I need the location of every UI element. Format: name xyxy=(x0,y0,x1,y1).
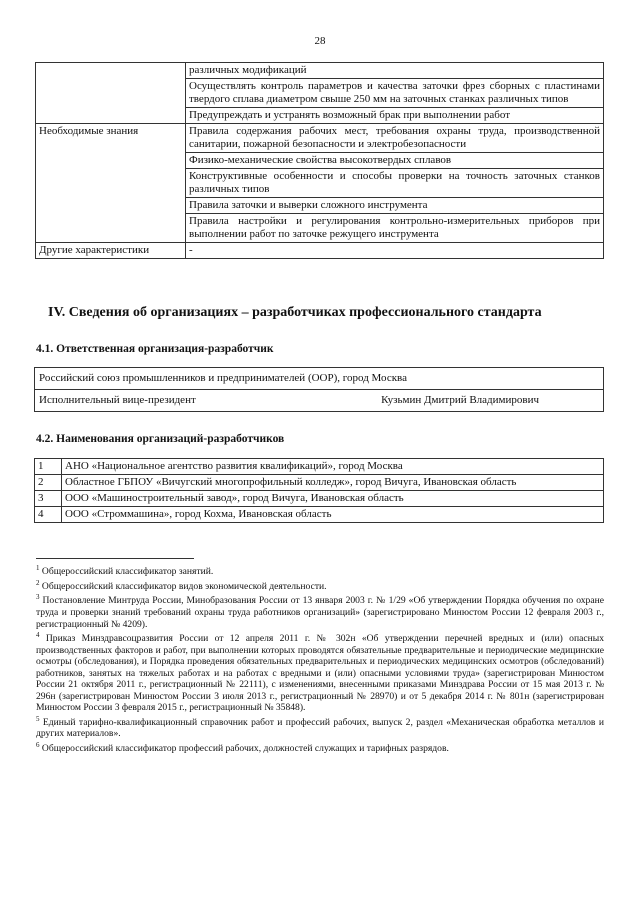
developer-name: ООО «Машиностроительный завод», город Вичуга, Ивановская область xyxy=(62,491,604,507)
developer-name: Областное ГБПОУ «Вичугский многопрофильный колледж», город Вичуга, Ивановская область xyxy=(62,475,604,491)
footnote-divider xyxy=(36,558,194,559)
table-cell: Конструктивные особенности и способы проверки на точность заточных станков различных типов xyxy=(186,169,604,198)
footnote-text: Общероссийский классификатор видов экономической деятельности. xyxy=(41,580,327,592)
table-row xyxy=(35,491,604,507)
table-cell: Осуществлять контроль параметров и качества заточки фрез сборных с пластинами твердого сплава диаметром свыше 250 мм на заточных станках различных типов xyxy=(186,79,604,108)
footnote-mark: 3 xyxy=(36,593,40,602)
footnote-text: Постановление Минтруда России, Минобразования России от 13 января 2003 г. № 1/29 «Об утверждении Порядка обучения по охране труда и проверки знаний требований охраны труда работников организаций» (зарегистрировано Минюстом России 12 февраля 2003 г., регистрационный № 4209). xyxy=(36,595,605,630)
table-row xyxy=(36,243,604,259)
footnote xyxy=(36,592,604,630)
footnote-mark: 2 xyxy=(36,578,40,587)
requirements-table xyxy=(35,62,604,259)
section-title: IV. Сведения об организациях – разработчиках профессионального стандарта xyxy=(48,305,542,320)
table-cell: Правила настройки и регулирования контрольно-измерительных приборов при выполнении работ по заточке режущего инструмента xyxy=(186,214,604,243)
footnote xyxy=(36,563,604,578)
footnote xyxy=(36,740,604,755)
page-number: 28 xyxy=(314,35,326,47)
table-row xyxy=(35,390,604,412)
developers-table xyxy=(34,458,604,523)
row-number: 3 xyxy=(35,491,62,507)
row-number: 2 xyxy=(35,475,62,491)
footnote-mark: 4 xyxy=(36,631,40,640)
footnote-text: Общероссийский классификатор профессий рабочих, должностей служащих и тарифных разрядов. xyxy=(41,743,449,755)
row-number: 1 xyxy=(35,459,62,475)
position-cell xyxy=(35,390,604,412)
table-row xyxy=(36,124,604,153)
row-label: Другие характеристики xyxy=(36,243,186,259)
table-row xyxy=(36,63,604,79)
table-cell: различных модификаций xyxy=(186,63,604,79)
table-cell: Физико-механические свойства высокотвердых сплавов xyxy=(186,153,604,169)
responsible-org-table xyxy=(34,367,604,412)
footnote-text: Единый тарифно-квалификационный справочник работ и профессий рабочих, выпуск 2, раздел «Механическая обработка металлов и других материалов». xyxy=(36,716,604,740)
table-row xyxy=(35,368,604,390)
footnote xyxy=(36,578,604,593)
developer-name: АНО «Национальное агентство развития квалификаций», город Москва xyxy=(62,459,604,475)
developer-name: ООО «Строммашина», город Кохма, Ивановская область xyxy=(62,507,604,523)
footnote-text: Приказ Минздравсоцразвития России от 12 апреля 2011 г. № 302н «Об утверждении перечней вредных и (или) опасных производственных факторов и работ, при выполнении которых проводятся обязательные предварительные и периодические медицинские осмотры (обследования), и Порядка проведения обязательных предварительных и периодических медицинских осмотров (обследований) работников, занятых на тяжелых работах и на работах с вредными и (или) опасными условиями труда» (зарегистрирован Минюстом России 21 октября 2011 г., регистрационный № 22111), с изменениями, внесенными приказами Минздрава России от 15 мая 2013 г. № 296н (зарегистрирован Минюстом России 3 июля 2013 г., регистрационный № 28970) и от 5 декабря 2014 г. № 801н (зарегистрирован Минюстом России 3 февраля 2015 г., регистрационный № 35848). xyxy=(36,633,604,714)
table-row xyxy=(35,475,604,491)
footnote-text: Общероссийский классификатор занятий. xyxy=(41,566,214,578)
table-cell: Предупреждать и устранять возможный брак при выполнении работ xyxy=(186,108,604,124)
footnotes xyxy=(36,563,604,755)
footnote-mark: 5 xyxy=(36,714,40,723)
table-cell: Правила заточки и выверки сложного инструмента xyxy=(186,198,604,214)
table-row xyxy=(35,507,604,523)
footnote-mark: 1 xyxy=(36,564,40,572)
table-cell: - xyxy=(186,243,604,259)
row-label: Необходимые знания xyxy=(36,124,186,243)
responsible-heading: 4.1. Ответственная организация-разработчик xyxy=(36,343,274,355)
position-title: Исполнительный вице-президент xyxy=(39,394,196,406)
table-cell: Правила содержания рабочих мест, требования охраны труда, производственной санитарии, пожарной безопасности и электробезопасности xyxy=(186,124,604,153)
table-row xyxy=(35,459,604,475)
person-name: Кузьмин Дмитрий Владимирович xyxy=(381,394,539,406)
footnote xyxy=(36,630,604,714)
row-label xyxy=(36,63,186,124)
developers-heading: 4.2. Наименования организаций-разработчиков xyxy=(36,433,285,445)
row-number: 4 xyxy=(35,507,62,523)
organization-name: Российский союз промышленников и предпринимателей (ООР), город Москва xyxy=(35,368,604,390)
footnote-mark: 6 xyxy=(36,740,40,749)
footnote xyxy=(36,714,604,740)
